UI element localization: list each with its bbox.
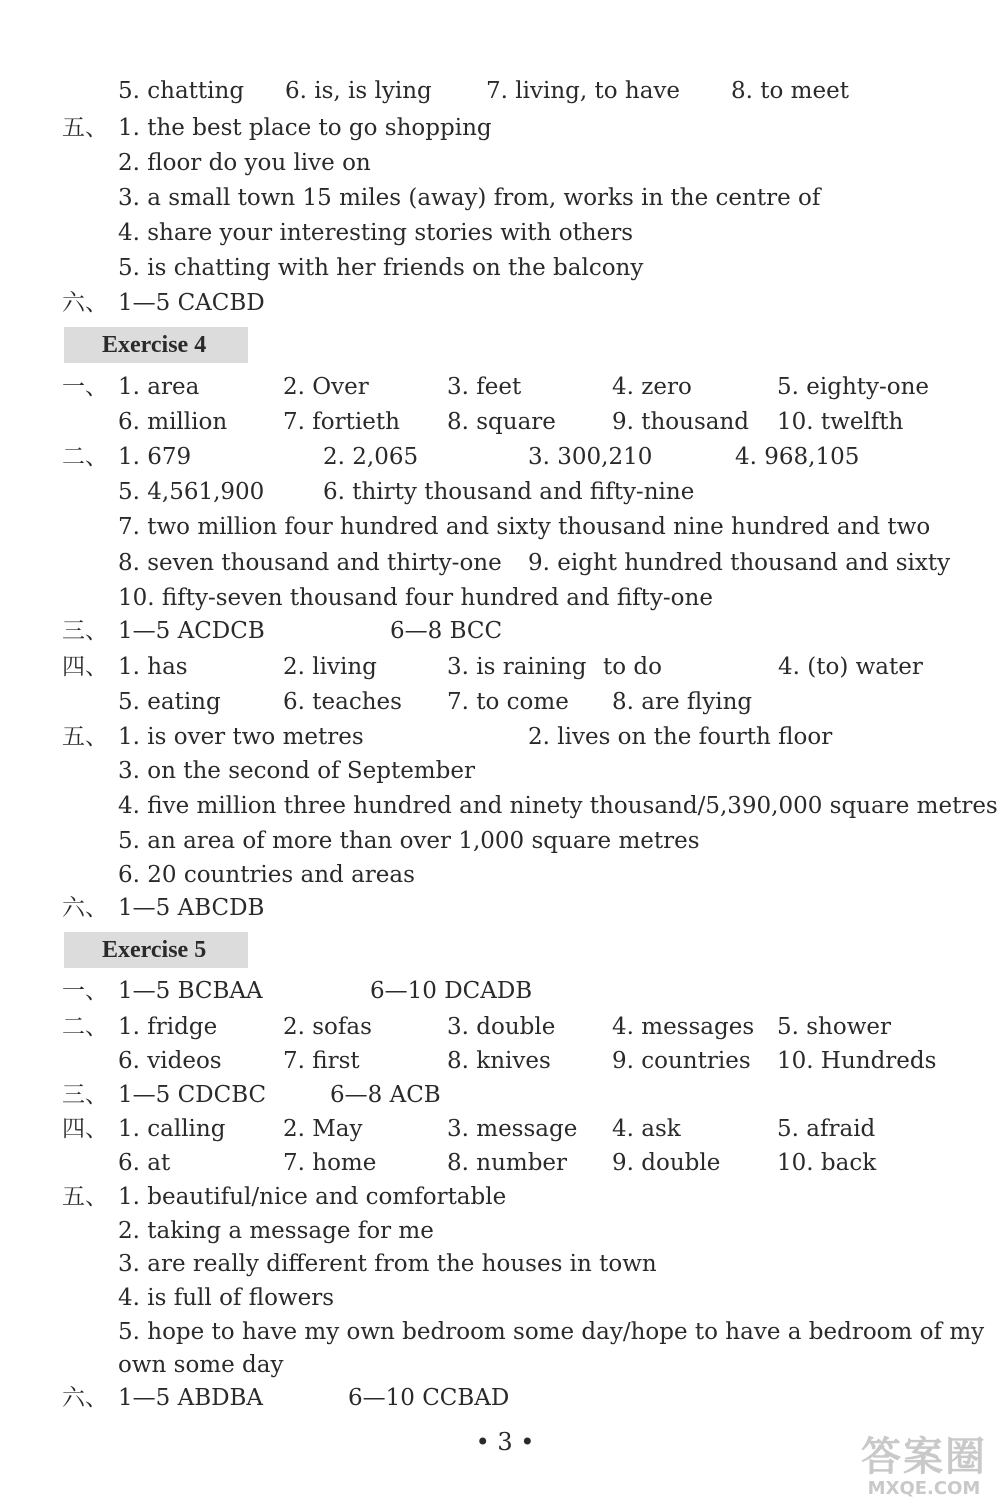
exercise-title: Exercise 5 xyxy=(102,937,207,963)
answer-line xyxy=(0,893,1000,923)
section-label: 三、 xyxy=(62,618,108,644)
answer-line xyxy=(0,113,1000,143)
answer-item: 4. (to) water xyxy=(778,654,923,680)
answer-item: 3. message xyxy=(447,1116,578,1142)
answer-line xyxy=(0,826,1000,856)
answer-item: 2. May xyxy=(283,1116,363,1142)
answer-line xyxy=(0,1283,1000,1313)
answer-line xyxy=(0,1350,1000,1380)
answer-item: 6. is, is lying xyxy=(285,78,432,104)
answer-line xyxy=(0,477,1000,507)
answer-item: 7. home xyxy=(283,1150,377,1176)
answer-item: 3. is raining xyxy=(447,654,587,680)
section-label: 五、 xyxy=(62,1184,108,1210)
answer-item: 3. on the second of September xyxy=(118,758,475,784)
answer-item: 3. feet xyxy=(447,374,522,400)
answer-item: 4. ask xyxy=(612,1116,681,1142)
answer-item: 6. million xyxy=(118,409,228,435)
answer-item: 6. videos xyxy=(118,1048,222,1074)
section-label: 二、 xyxy=(62,1014,108,1040)
answer-line xyxy=(0,372,1000,402)
answer-item: 1—5 ACDCB xyxy=(118,618,265,644)
answer-item: 1. beautiful/nice and comfortable xyxy=(118,1184,507,1210)
answer-item: 7. living, to have xyxy=(486,78,681,104)
answer-item: 1—5 CACBD xyxy=(118,290,265,316)
answer-item: 5. shower xyxy=(777,1014,892,1040)
section-label: 一、 xyxy=(62,374,108,400)
section-label: 六、 xyxy=(62,895,108,921)
answer-item: 7. to come xyxy=(447,689,569,715)
answer-line xyxy=(0,616,1000,646)
answer-line xyxy=(0,548,1000,578)
answer-line xyxy=(0,218,1000,248)
answer-item: 1. is over two metres xyxy=(118,724,364,750)
answer-item: 10. fifty-seven thousand four hundred and fifty-one xyxy=(118,585,713,611)
answer-line xyxy=(0,583,1000,613)
answer-line xyxy=(0,148,1000,178)
answer-item: 2. 2,065 xyxy=(323,444,419,470)
answer-item: 3. 300,210 xyxy=(528,444,653,470)
answer-line xyxy=(0,1317,1000,1347)
answer-item: 8. seven thousand and thirty-one xyxy=(118,550,502,576)
exercise-header xyxy=(64,327,248,363)
answer-item: 7. fortieth xyxy=(283,409,400,435)
answer-item: 2. sofas xyxy=(283,1014,372,1040)
answer-line xyxy=(0,76,1000,106)
answer-line xyxy=(0,756,1000,786)
answer-item: 1. has xyxy=(118,654,188,680)
answer-item: 6. at xyxy=(118,1150,171,1176)
answer-line xyxy=(0,976,1000,1006)
answer-item: 6. teaches xyxy=(283,689,402,715)
answer-item: 3. a small town 15 miles (away) from, works in the centre of xyxy=(118,185,821,211)
section-label: 一、 xyxy=(62,978,108,1004)
section-label: 六、 xyxy=(62,290,108,316)
answer-item: 6—10 DCADB xyxy=(370,978,533,1004)
answer-item: 1—5 ABCDB xyxy=(118,895,265,921)
answer-item: 8. are flying xyxy=(612,689,753,715)
exercise-header xyxy=(64,932,248,968)
answer-item: 8. to meet xyxy=(731,78,849,104)
answer-item: 5. an area of more than over 1,000 square metres xyxy=(118,828,700,854)
answer-item: 4. messages xyxy=(612,1014,755,1040)
answer-line xyxy=(0,860,1000,890)
exercise-title: Exercise 4 xyxy=(102,332,207,358)
answer-item: 5. afraid xyxy=(777,1116,876,1142)
answer-item: 2. Over xyxy=(283,374,369,400)
answer-line xyxy=(0,442,1000,472)
answer-line xyxy=(0,1080,1000,1110)
answer-item: 2. taking a message for me xyxy=(118,1218,434,1244)
answer-line xyxy=(0,183,1000,213)
answer-item: 4. zero xyxy=(612,374,692,400)
answer-line xyxy=(0,288,1000,318)
answer-item: 9. thousand xyxy=(612,409,750,435)
answer-item: 2. floor do you live on xyxy=(118,150,371,176)
answer-item: 1. calling xyxy=(118,1116,226,1142)
answer-item: 1—5 BCBAA xyxy=(118,978,263,1004)
answer-line xyxy=(0,1046,1000,1076)
answer-item: 8. knives xyxy=(447,1048,551,1074)
answer-item: 6—8 ACB xyxy=(330,1082,441,1108)
answer-line xyxy=(0,791,1000,821)
watermark-logo-text: 答案圈 xyxy=(861,1434,987,1480)
answer-line xyxy=(0,1182,1000,1212)
answer-item: 5. chatting xyxy=(118,78,245,104)
answer-item: 4. is full of flowers xyxy=(118,1285,335,1311)
section-label: 四、 xyxy=(62,654,108,680)
answer-item: 10. twelfth xyxy=(777,409,904,435)
answer-item: 1. 679 xyxy=(118,444,192,470)
answer-line xyxy=(0,1249,1000,1279)
answer-item: 1. the best place to go shopping xyxy=(118,115,492,141)
answer-item: 1—5 ABDBA xyxy=(118,1385,264,1411)
site-watermark xyxy=(860,1436,988,1504)
page-number: • 3 • xyxy=(475,1428,535,1456)
answer-line xyxy=(0,512,1000,542)
answer-item: 6—10 CCBAD xyxy=(348,1385,510,1411)
answer-item: 2. living xyxy=(283,654,377,680)
answer-line xyxy=(0,1148,1000,1178)
answer-item: 9. double xyxy=(612,1150,721,1176)
section-label: 四、 xyxy=(62,1116,108,1142)
answer-item: 8. number xyxy=(447,1150,568,1176)
answer-line xyxy=(0,407,1000,437)
answer-item: 7. first xyxy=(283,1048,360,1074)
answer-line xyxy=(0,1114,1000,1144)
answer-line xyxy=(0,722,1000,752)
answer-item: 7. two million four hundred and sixty thousand nine hundred and two xyxy=(118,514,931,540)
answer-line xyxy=(0,1012,1000,1042)
answer-item: 4. 968,105 xyxy=(735,444,860,470)
section-label: 六、 xyxy=(62,1385,108,1411)
section-label: 五、 xyxy=(62,115,108,141)
answer-item: 3. double xyxy=(447,1014,556,1040)
answer-line xyxy=(0,652,1000,682)
section-label: 二、 xyxy=(62,444,108,470)
answer-item: 10. Hundreds xyxy=(777,1048,937,1074)
answer-item: 5. is chatting with her friends on the balcony xyxy=(118,255,644,281)
answer-item: 2. lives on the fourth floor xyxy=(528,724,833,750)
answer-item: 6. thirty thousand and fifty-nine xyxy=(323,479,695,505)
answer-item: 9. countries xyxy=(612,1048,751,1074)
answer-item: 1. area xyxy=(118,374,200,400)
answer-item: 5. eating xyxy=(118,689,221,715)
answer-item: 10. back xyxy=(777,1150,877,1176)
answer-item: own some day xyxy=(118,1352,284,1378)
answer-item: 1—5 CDCBC xyxy=(118,1082,267,1108)
answer-item: 4. share your interesting stories with others xyxy=(118,220,634,246)
answer-item: 8. square xyxy=(447,409,556,435)
answer-line xyxy=(0,1383,1000,1413)
watermark-url: MXQE.COM xyxy=(867,1478,981,1499)
answer-item: 5. hope to have my own bedroom some day/hope to have a bedroom of my xyxy=(118,1319,985,1345)
section-label: 三、 xyxy=(62,1082,108,1108)
answer-item: 5. eighty-one xyxy=(777,374,930,400)
answer-item: to do xyxy=(603,654,662,680)
answer-line xyxy=(0,687,1000,717)
answer-item: 1. fridge xyxy=(118,1014,218,1040)
answer-item: 3. are really different from the houses in town xyxy=(118,1251,657,1277)
answer-item: 4. five million three hundred and ninety thousand/5,390,000 square metres xyxy=(118,793,998,819)
section-label: 五、 xyxy=(62,724,108,750)
answer-line xyxy=(0,1216,1000,1246)
answer-item: 5. 4,561,900 xyxy=(118,479,265,505)
answer-item: 6—8 BCC xyxy=(390,618,503,644)
answer-item: 6. 20 countries and areas xyxy=(118,862,415,888)
answer-line xyxy=(0,253,1000,283)
answer-item: 9. eight hundred thousand and sixty xyxy=(528,550,951,576)
